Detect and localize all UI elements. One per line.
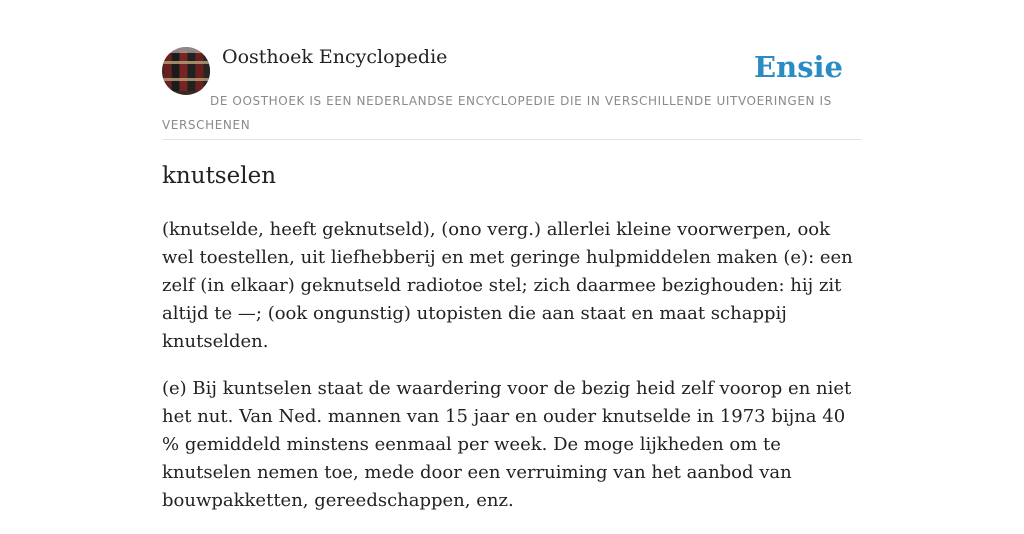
encyclopedia-books-avatar[interactable] <box>162 47 210 95</box>
entry-title: knutselen <box>162 163 277 189</box>
header-divider <box>162 139 862 140</box>
definition-paragraph: (knutselde, heeft geknutseld), (ono verg.) allerlei kleine voorwerpen, ook wel toestellen, uit liefhebberij en met geringe hulpmiddelen maken (e): een zelf (in elkaar) geknutseld radiotoe stel; zich daarmee bezighouden: hij zit altijd te —; (ook ongunstig) utopisten die aan staat en maat schappij knutselden. <box>162 219 853 352</box>
entry-body <box>162 216 862 534</box>
bookshelf-icon <box>162 47 210 95</box>
site-name[interactable]: Oosthoek Encyclopedie <box>222 46 448 68</box>
site-tagline: DE OOSTHOEK IS EEN NEDERLANDSE ENCYCLOPEDIE DIE IN VERSCHILLENDE UITVOERINGEN IS VERSCHENEN <box>162 94 832 132</box>
explanation-paragraph: (e) Bij kuntselen staat de waardering voor de bezig heid zelf voorop en niet het nut. Van Ned. mannen van 15 jaar en ouder knutselde in 1973 bijna 40 % gemiddeld minstens eenmaal per week. De moge lijkheden om te knutselen nemen toe, mede door een verruiming van het aanbod van bouwpakketten, gereedschappen, enz. <box>162 378 852 511</box>
ensie-logo-link[interactable]: Ensie <box>754 50 843 84</box>
